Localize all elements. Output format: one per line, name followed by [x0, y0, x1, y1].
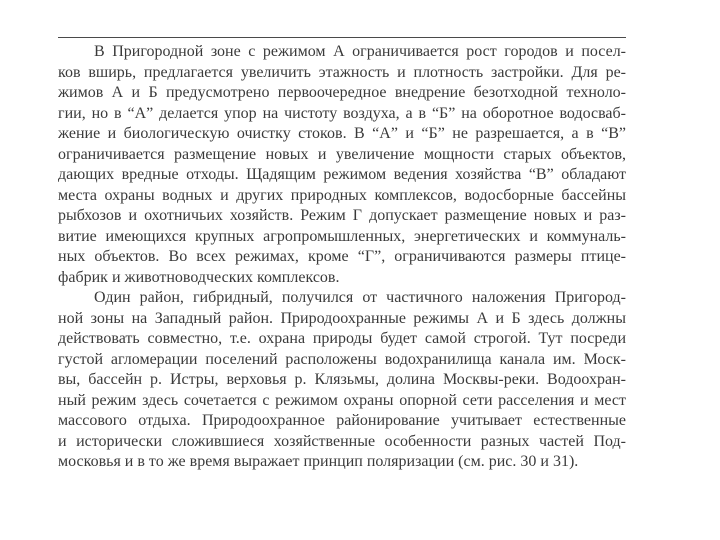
paragraph-line: дающих вредные отходы. Щадящим режимом ведения хозяйства “В” обладают — [58, 166, 626, 183]
paragraph-line: вы, бассейн р. Истры, верховья р. Клязьмы, долина Москвы-реки. Водоохран- — [58, 371, 626, 388]
paragraph-line: московья и в то же время выражает принцип поляризации (см. рис. 30 и 31). — [58, 453, 579, 470]
paragraph-2 — [58, 288, 626, 473]
paragraph-line: В Пригородной зоне с режимом А ограничивается рост городов и посел- — [94, 43, 626, 60]
paragraph-1 — [58, 42, 626, 288]
paragraph-line: рыбхозов и охотничьих хозяйств. Режим Г допускает размещение новых и раз- — [58, 207, 626, 224]
paragraph-line: ной зоны на Западный район. Природоохранные режимы А и Б здесь должны — [58, 309, 626, 327]
paragraph-line: действовать совместно, т.е. охрана природы будет самой строгой. Тут посреди — [58, 330, 626, 347]
paragraph-line: ный режим здесь сочетается с режимом охраны опорной сети расселения и мест — [58, 391, 626, 409]
paragraph-line: жимов А и Б предусмотрено первоочередное внедрение безотходной техноло- — [58, 84, 626, 101]
paragraph-line: ков вширь, предлагается увеличить этажность и плотность застройки. Для ре- — [58, 63, 626, 81]
paragraph-line: массового отдыха. Природоохранное районирование учитывает естественные — [58, 412, 626, 429]
paragraph-line: гии, но в “А” делается упор на чистоту воздуха, а в “Б” на оборотное водосваб- — [58, 104, 626, 122]
paragraph-line: Один район, гибридный, получился от частичного наложения Пригород- — [94, 289, 626, 306]
paragraph-line: и исторически сложившиеся хозяйственные особенности разных частей Под- — [58, 432, 626, 450]
text-body — [58, 42, 626, 473]
paragraph-line: густой агломерации поселений расположены водохранилища канала им. Моск- — [58, 350, 626, 368]
paragraph-line: ных объектов. Во всех режимах, кроме “Г”, ограничиваются размеры птице- — [58, 248, 626, 265]
paragraph-line: ограничивается размещение новых и увеличение мощности старых объектов, — [58, 145, 626, 163]
paragraph-line: места охраны водных и других природных комплексов, водосборные бассейны — [58, 186, 626, 204]
header-rule — [58, 37, 626, 38]
paragraph-line: витие имеющихся крупных агропромышленных, энергетических и коммуналь- — [58, 227, 626, 245]
paragraph-line: фабрик и животноводческих комплексов. — [58, 268, 340, 286]
paragraph-line: жение и биологическую очистку стоков. В “А” и “Б” не разрешается, а в “В” — [58, 125, 626, 142]
